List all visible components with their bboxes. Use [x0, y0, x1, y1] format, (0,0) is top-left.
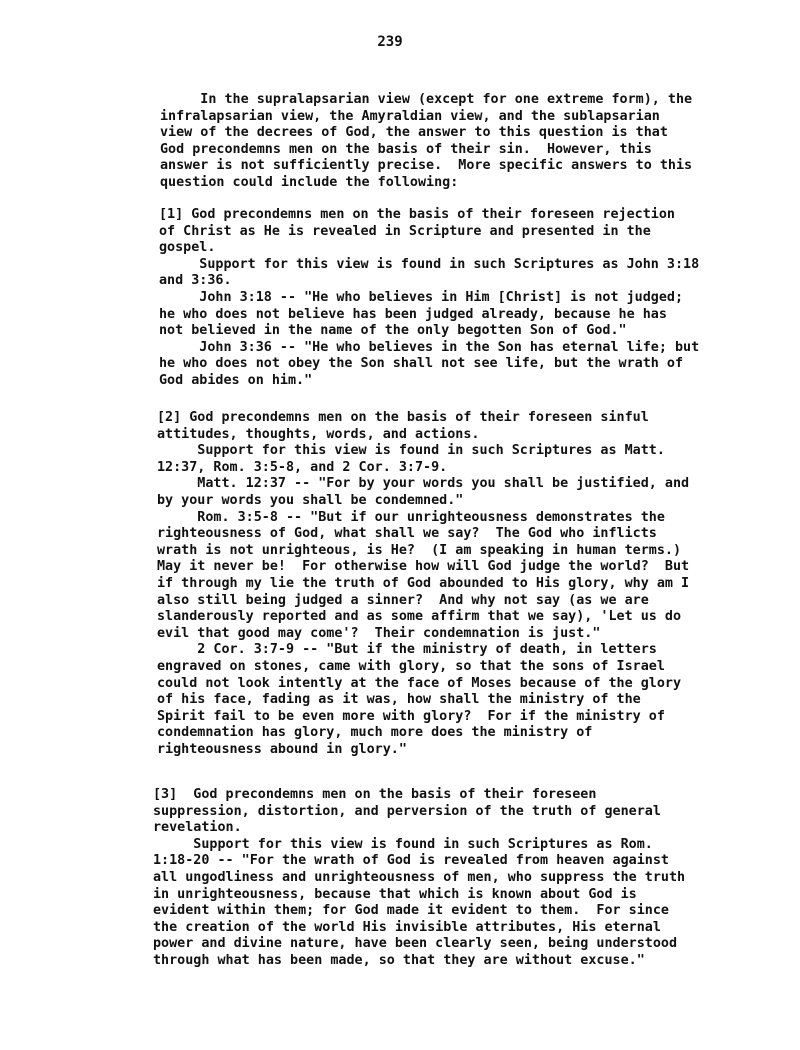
- text-line: through what has been made, so that they are without excuse.": [153, 952, 645, 968]
- text-line: 1:18-20 -- "For the wrath of God is revealed from heaven against: [153, 853, 669, 869]
- text-line: infralapsarian view, the Amyraldian view, and the sublapsarian: [160, 108, 660, 124]
- text-line: gospel.: [159, 240, 216, 256]
- text-line: God abides on him.": [159, 372, 313, 388]
- text-line: God precondemns men on the basis of their sin. However, this: [160, 141, 652, 157]
- text-line: [2] God precondemns men on the basis of their foreseen sinful: [157, 410, 649, 425]
- text-line: condemnation has glory, much more does the ministry of: [157, 725, 593, 741]
- text-line: by your words you shall be condemned.": [157, 492, 464, 508]
- text-line: 12:37, Rom. 3:5-8, and 2 Cor. 3:7-9.: [157, 459, 448, 475]
- text-line: answer is not sufficiently precise. More specific answers to this: [160, 158, 693, 174]
- text-line: question could include the following:: [160, 174, 459, 190]
- section-2-foreseen-sinful-attitudes: [157, 410, 689, 758]
- text-line: in unrighteousness, because that which is known about God is: [153, 886, 637, 902]
- section-1-foreseen-rejection: [159, 207, 699, 390]
- text-line: the creation of the world His invisible attributes, His eternal: [153, 919, 661, 935]
- text-line: Spirit fail to be even more with glory? For if the ministry of: [157, 708, 665, 724]
- section-3-suppression-of-general-revelation: [153, 787, 685, 970]
- text-line: evil that good may come'? Their condemnation is just.": [157, 625, 601, 641]
- text-line: righteousness of God, what shall we say? The God who inflicts: [157, 526, 657, 542]
- text-line: Support for this view is found in such Scriptures as Matt.: [157, 443, 665, 459]
- text-line: Matt. 12:37 -- "For by your words you shall be justified, and: [157, 476, 690, 492]
- text-line: could not look intently at the face of Moses because of the glory: [157, 675, 682, 691]
- text-line: [3] God precondemns men on the basis of their foreseen: [153, 787, 597, 802]
- text-line: slanderously reported and as some affirm that we say), 'Let us do: [157, 609, 682, 625]
- text-line: if through my lie the truth of God abounded to His glory, why am I: [157, 575, 690, 591]
- text-line: also still being judged a sinner? And why not say (as we are: [157, 592, 649, 608]
- text-line: May it never be! For otherwise how will God judge the world? But: [157, 559, 690, 575]
- text-line: Support for this view is found in such Scriptures as John 3:18: [159, 256, 700, 272]
- text-line: John 3:36 -- "He who believes in the Son has eternal life; but: [159, 339, 700, 355]
- text-line: wrath is not unrighteous, is He? (I am speaking in human terms.): [157, 542, 682, 558]
- text-line: 2 Cor. 3:7-9 -- "But if the ministry of death, in letters: [157, 642, 657, 658]
- text-line: of his face, fading as it was, how shall the ministry of the: [157, 692, 641, 708]
- text-line: he who does not believe has been judged already, because he has: [159, 306, 667, 322]
- text-line: John 3:18 -- "He who believes in Him [Christ] is not judged;: [159, 289, 684, 305]
- intro-paragraph: [160, 92, 692, 192]
- text-line: revelation.: [153, 820, 242, 836]
- text-line: all ungodliness and unrighteousness of men, who suppress the truth: [153, 869, 686, 885]
- text-line: suppression, distortion, and perversion of the truth of general: [153, 803, 661, 819]
- text-line: power and divine nature, have been clearly seen, being understood: [153, 936, 678, 952]
- text-line: evident within them; for God made it evident to them. For since: [153, 903, 669, 919]
- text-line: [1] God precondemns men on the basis of their foreseen rejection: [159, 207, 675, 222]
- text-line: Support for this view is found in such Scriptures as Rom.: [153, 836, 653, 852]
- text-line: engraved on stones, came with glory, so that the sons of Israel: [157, 658, 665, 674]
- text-line: view of the decrees of God, the answer to this question is that: [160, 125, 668, 141]
- text-line: not believed in the name of the only begotten Son of God.": [159, 323, 627, 339]
- text-line: he who does not obey the Son shall not see life, but the wrath of: [159, 356, 684, 372]
- text-line: Rom. 3:5-8 -- "But if our unrighteousness demonstrates the: [157, 509, 665, 525]
- text-line: of Christ as He is revealed in Scripture and presented in the: [159, 223, 651, 239]
- text-line: attitudes, thoughts, words, and actions.: [157, 426, 480, 442]
- text-line: and 3:36.: [159, 273, 232, 289]
- text-line: In the supralapsarian view (except for one extreme form), the: [160, 92, 693, 107]
- text-line: righteousness abound in glory.": [157, 741, 407, 757]
- page-number: 239: [377, 34, 403, 50]
